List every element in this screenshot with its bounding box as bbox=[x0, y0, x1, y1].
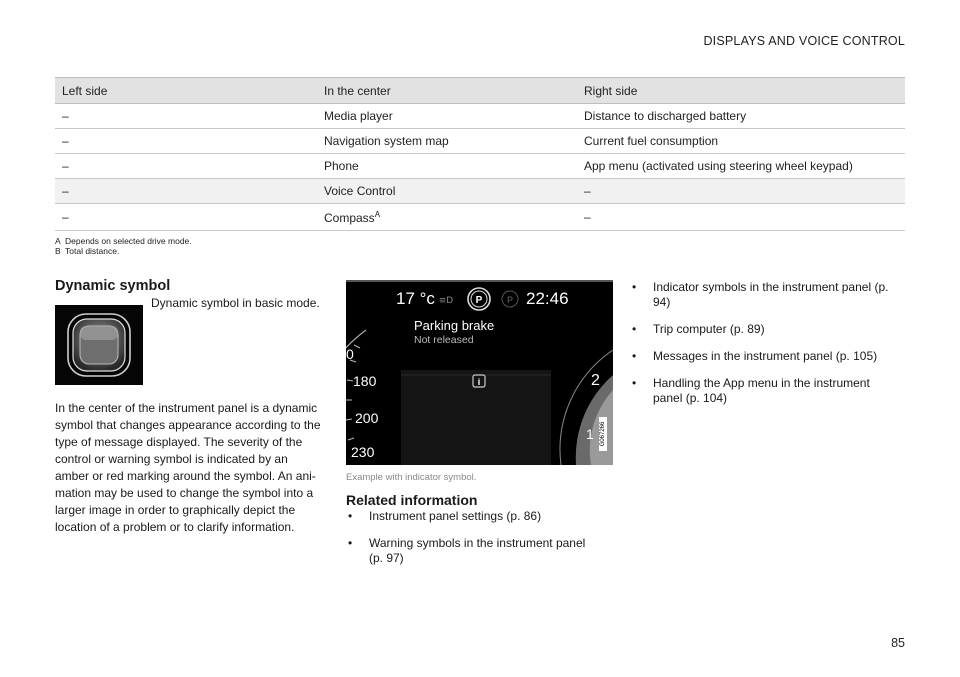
column-header-right: Right side bbox=[577, 78, 905, 104]
page-number: 85 bbox=[891, 636, 905, 650]
dash-clock: 22:46 bbox=[526, 289, 569, 308]
related-link[interactable]: • Indicator symbols in the instrument panel (p. 94) bbox=[630, 280, 900, 310]
related-link[interactable]: • Warning symbols in the instrument panel (p. 97) bbox=[346, 536, 596, 566]
gauge-label: 2 bbox=[591, 372, 600, 389]
table-header-row bbox=[55, 78, 905, 104]
gauge-label: 1 bbox=[586, 426, 594, 442]
related-link[interactable]: • Handling the App menu in the instrument panel (p. 104) bbox=[630, 376, 900, 406]
footnote bbox=[55, 236, 192, 246]
compass-label: Compass bbox=[324, 210, 375, 225]
svg-text:≡D: ≡D bbox=[438, 296, 454, 306]
speed-label: 230 bbox=[351, 444, 375, 460]
instrument-panel-illustration bbox=[346, 280, 613, 465]
cell-right: – bbox=[577, 179, 905, 204]
dynamic-symbol-icon bbox=[55, 305, 143, 385]
footnote bbox=[55, 246, 192, 256]
cell-right: – bbox=[577, 204, 905, 231]
cell-center: Navigation system map bbox=[317, 129, 577, 154]
cell-left: – bbox=[55, 204, 317, 231]
column-header-center: In the center bbox=[317, 78, 577, 104]
cell-center bbox=[317, 204, 577, 231]
dash-temperature: 17 °c bbox=[396, 289, 435, 308]
cell-left: – bbox=[55, 129, 317, 154]
speed-label: 0 bbox=[346, 346, 354, 362]
cell-left: – bbox=[55, 104, 317, 129]
svg-text:P: P bbox=[506, 295, 514, 305]
dash-message-title: Parking brake bbox=[414, 318, 495, 333]
table-footnotes bbox=[55, 236, 192, 256]
related-link[interactable]: • Trip computer (p. 89) bbox=[630, 322, 900, 337]
speed-label: 200 bbox=[355, 410, 379, 426]
cell-right: Current fuel consumption bbox=[577, 129, 905, 154]
svg-text:P: P bbox=[475, 295, 483, 306]
image-code: G067266 bbox=[599, 417, 607, 451]
related-information-title: Related information bbox=[346, 492, 478, 508]
cell-right: App menu (activated using steering wheel keypad) bbox=[577, 154, 905, 179]
page-header-title: DISPLAYS AND VOICE CONTROL bbox=[703, 34, 905, 48]
instrument-panel-caption: Example with indicator symbol. bbox=[346, 472, 477, 483]
cell-center: Media player bbox=[317, 104, 577, 129]
column-header-left: Left side bbox=[55, 78, 317, 104]
table-row bbox=[55, 154, 905, 179]
footnote-text: Total distance. bbox=[65, 246, 120, 256]
dynamic-symbol-image bbox=[55, 305, 143, 385]
cell-left: – bbox=[55, 154, 317, 179]
display-positions-table bbox=[55, 77, 905, 231]
cell-right: Distance to discharged battery bbox=[577, 104, 905, 129]
svg-text:i: i bbox=[477, 377, 481, 387]
footnote-text: Depends on selected drive mode. bbox=[65, 236, 192, 246]
dynamic-symbol-description: In the center of the instrument panel is a dynamic symbol that changes appearance according to the type of message displayed. The severity of the control or warning symbol is indicated by an amber or red marking around the symbol. An ani-mation may be used to change the symbol into a larger image in order to graphically depict the location of a problem or to clarify information. bbox=[55, 401, 321, 534]
related-link[interactable]: • Messages in the instrument panel (p. 105) bbox=[630, 349, 900, 364]
footnote-mark: A bbox=[55, 236, 61, 246]
related-links-list bbox=[346, 509, 596, 578]
footnote-mark: B bbox=[55, 246, 61, 256]
table-row bbox=[55, 179, 905, 204]
table-row bbox=[55, 204, 905, 231]
dash-message-subtitle: Not released bbox=[414, 334, 474, 346]
related-links-list-continued bbox=[630, 280, 900, 418]
dynamic-symbol-caption: Dynamic symbol in basic mode. bbox=[151, 296, 320, 310]
section-title-dynamic-symbol: Dynamic symbol bbox=[55, 278, 171, 294]
table-row bbox=[55, 104, 905, 129]
footnote-ref-a: A bbox=[374, 209, 381, 219]
cell-center: Voice Control bbox=[317, 179, 577, 204]
cell-left: – bbox=[55, 179, 317, 204]
table-row bbox=[55, 129, 905, 154]
cell-center: Phone bbox=[317, 154, 577, 179]
instrument-panel-image bbox=[346, 280, 613, 465]
speed-label: 180 bbox=[353, 373, 377, 389]
related-link[interactable]: • Instrument panel settings (p. 86) bbox=[346, 509, 596, 524]
